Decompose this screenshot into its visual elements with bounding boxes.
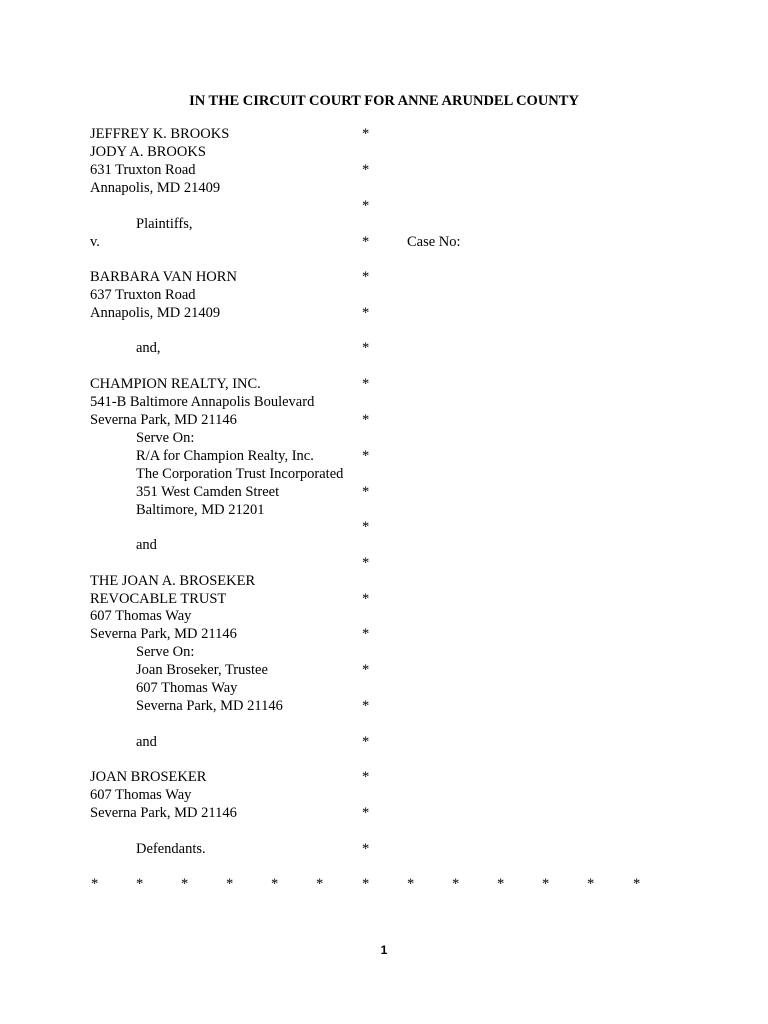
caption-star: *	[362, 555, 370, 571]
caption-star: *	[362, 305, 370, 321]
caption-star: *	[362, 234, 370, 250]
caption-star: *	[362, 484, 370, 500]
court-title: IN THE CIRCUIT COURT FOR ANNE ARUNDEL COUNTY	[189, 93, 579, 109]
serve-on-label-1: Serve On:	[136, 430, 195, 446]
caption-star: *	[362, 376, 370, 392]
caption-star: *	[362, 162, 370, 178]
defendant-4-street: 607 Thomas Way	[90, 787, 192, 803]
separator-star: *	[271, 876, 279, 892]
separator-star: *	[633, 876, 641, 892]
separator-star: *	[226, 876, 234, 892]
defendant-3-street: 607 Thomas Way	[90, 608, 192, 624]
caption-star: *	[362, 198, 370, 214]
separator-star: *	[316, 876, 324, 892]
defendant-1-name: BARBARA VAN HORN	[90, 269, 237, 285]
separator-star: *	[136, 876, 144, 892]
defendant-4-city: Severna Park, MD 21146	[90, 805, 237, 821]
page-number: 1	[380, 943, 388, 957]
separator-star: *	[91, 876, 99, 892]
defendant-3-city: Severna Park, MD 21146	[90, 626, 237, 642]
plaintiff-name-2: JODY A. BROOKS	[90, 144, 206, 160]
serve-on-label-2: Serve On:	[136, 644, 195, 660]
caption-star: *	[362, 841, 370, 857]
caption-star: *	[362, 805, 370, 821]
caption-star: *	[362, 769, 370, 785]
defendant-2-name: CHAMPION REALTY, INC.	[90, 376, 261, 392]
separator-star: *	[497, 876, 505, 892]
case-number-label: Case No:	[407, 234, 461, 250]
agent-city: Baltimore, MD 21201	[136, 502, 265, 518]
versus-label: v.	[90, 234, 100, 250]
separator-star: *	[362, 876, 370, 892]
plaintiff-name-1: JEFFREY K. BROOKS	[90, 126, 230, 142]
trustee-street: 607 Thomas Way	[136, 680, 238, 696]
caption-star: *	[362, 734, 370, 750]
and-connector-3: and	[136, 734, 157, 750]
caption-star: *	[362, 591, 370, 607]
caption-star: *	[362, 662, 370, 678]
defendant-4-name: JOAN BROSEKER	[90, 769, 207, 785]
caption-star: *	[362, 126, 370, 142]
caption-star: *	[362, 412, 370, 428]
caption-star: *	[362, 519, 370, 535]
and-connector-1: and,	[136, 340, 161, 356]
defendant-3-name-line-2: REVOCABLE TRUST	[90, 591, 227, 607]
caption-star: *	[362, 340, 370, 356]
separator-star: *	[452, 876, 460, 892]
plaintiff-address-street: 631 Truxton Road	[90, 162, 196, 178]
trustee-name: Joan Broseker, Trustee	[136, 662, 268, 678]
separator-star: *	[181, 876, 189, 892]
defendant-1-city: Annapolis, MD 21409	[90, 305, 221, 321]
defendant-2-street: 541-B Baltimore Annapolis Boulevard	[90, 394, 315, 410]
defendants-label: Defendants.	[136, 841, 206, 857]
defendant-3-name-line-1: THE JOAN A. BROSEKER	[90, 573, 256, 589]
registered-agent: R/A for Champion Realty, Inc.	[136, 448, 314, 464]
separator-star: *	[587, 876, 595, 892]
separator-star: *	[407, 876, 415, 892]
trustee-city: Severna Park, MD 21146	[136, 698, 283, 714]
agent-company: The Corporation Trust Incorporated	[136, 466, 344, 482]
and-connector-2: and	[136, 537, 157, 553]
caption-star: *	[362, 698, 370, 714]
caption-star: *	[362, 626, 370, 642]
defendant-1-street: 637 Truxton Road	[90, 287, 196, 303]
defendant-2-city: Severna Park, MD 21146	[90, 412, 237, 428]
plaintiffs-label: Plaintiffs,	[136, 216, 193, 232]
caption-star: *	[362, 269, 370, 285]
agent-street: 351 West Camden Street	[136, 484, 280, 500]
plaintiff-address-city: Annapolis, MD 21409	[90, 180, 221, 196]
separator-star: *	[542, 876, 550, 892]
caption-star: *	[362, 448, 370, 464]
